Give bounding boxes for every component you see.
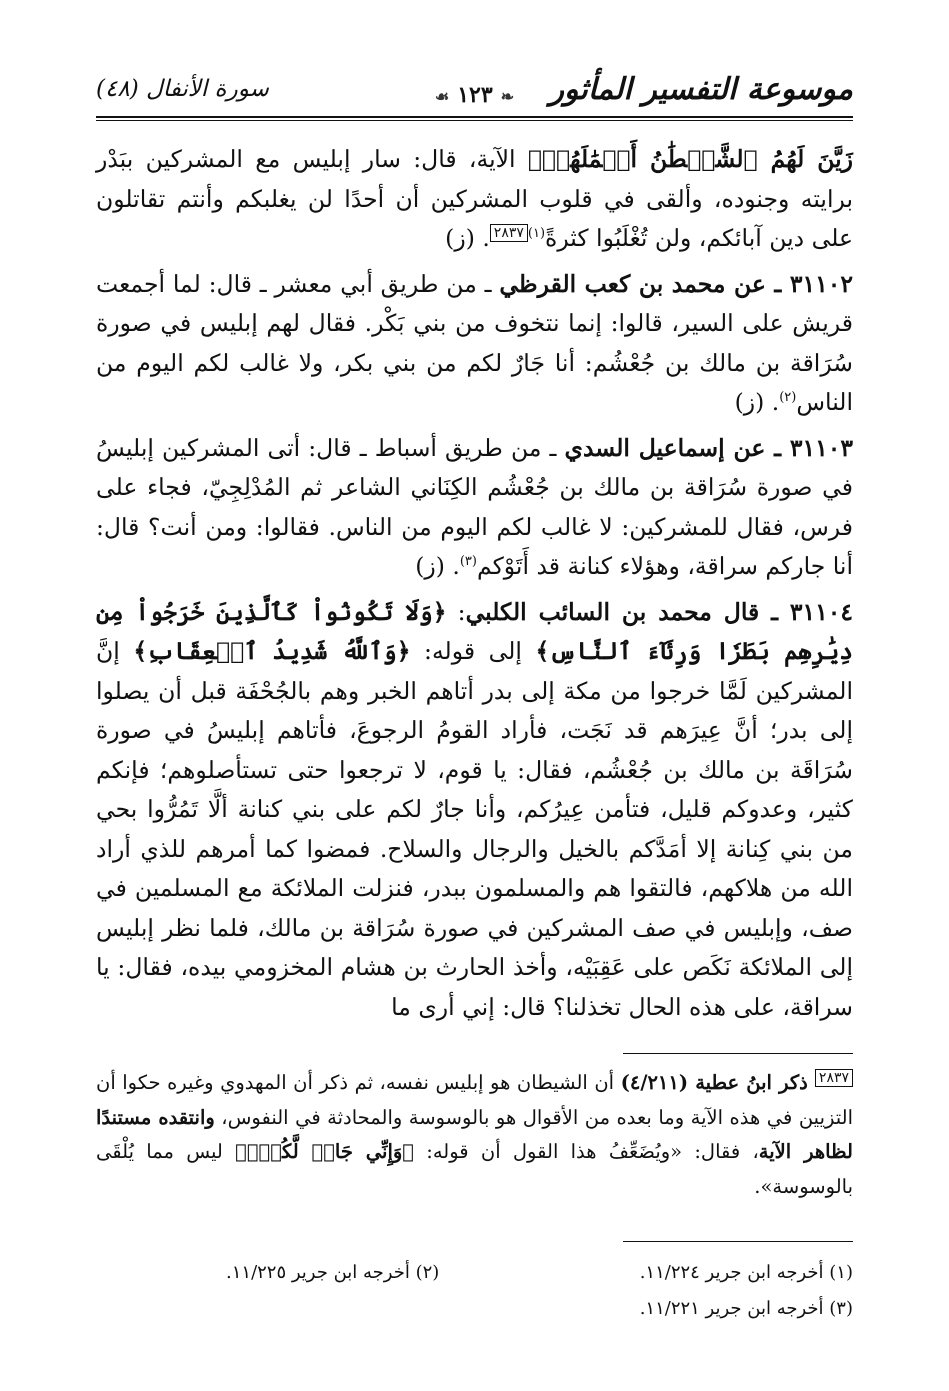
narration-heading: ٣١١٠٤ ـ قال محمد بن السائب الكلبي: [465, 597, 854, 626]
ornament-icon: ❧: [500, 87, 515, 106]
text-run: ، فقال: «ويُضَعِّفُ هذا القول أن قوله:: [414, 1140, 759, 1163]
ornament-icon: ☙: [434, 87, 450, 106]
header-rule-thin: [96, 120, 853, 121]
text-run: . (ز): [445, 224, 490, 252]
paragraph: [96, 265, 853, 423]
editor-note-marker: ٢٨٣٧: [490, 224, 528, 242]
book-title: موسوعة التفسير المأثور: [549, 72, 853, 107]
narration-heading: ٣١١٠٣ ـ عن إسماعيل السدي: [564, 433, 853, 462]
text-run: إلى قوله:: [410, 637, 536, 665]
text-run: ليس مما يُلْقَى بالوسوسة».: [96, 1140, 853, 1198]
text-run: . (ز): [415, 552, 460, 580]
footnote-separator: [623, 1241, 853, 1242]
page-number: ١٢٣: [457, 82, 493, 108]
footnote-1: (١) أخرجه ابن جرير ١١/٢٢٤.: [639, 1262, 853, 1283]
footnote-3: (٣) أخرجه ابن جرير ١١/٢٢١.: [639, 1298, 853, 1319]
surah-title: سورة الأنفال (٤٨): [96, 76, 269, 102]
editor-note-separator: [623, 1053, 853, 1054]
quran-verse: ﴿وَإِنِّي جَارٞ لَّكُمۡۖ﴾: [235, 1140, 414, 1163]
paragraph: [96, 140, 853, 259]
text-run: ـ من طريق أسباط ـ قال: أتى المشركين إبليسُ في صورة سُرَاقة بن مالك بن جُعْشُم الكِنَاني الشاعر ثم المُدْلِجِيّ، فجاء على فرس، فقال للمشركين: لا غالب لكم اليوم من الناس. فقالوا: ومن أنت؟ قال: أنا جاركم سراقة، وهؤلاء كنانة قد أَتَوْكم: [96, 433, 853, 580]
text-run: ـ من طريق أبي معشر ـ قال: لما أجمعت قريش على السير، قالوا: إنما نتخوف من بني بَكْر. فقال لهم إبليس في صورة سُرَاقة بن مالك بن جُعْشُم: أنا جَارٌ لكم من بني بكر، ولا غالب لكم اليوم من الناس: [96, 269, 853, 416]
footnote-2: (٢) أخرجه ابن جرير ١١/٢٢٥.: [226, 1262, 440, 1283]
paragraph: [96, 429, 853, 587]
paragraph: [96, 593, 853, 1028]
quran-verse: ﴿وَٱللَّهُ شَدِيدُ ٱلۡعِقَابِ﴾: [133, 637, 411, 665]
editor-note: [96, 1066, 853, 1204]
text-run-bold: وانتقده مستندًا لظاهر الآية: [96, 1105, 853, 1163]
quran-verse: زَيَّنَ لَهُمُ ٱلشَّيۡطَٰنُ أَعۡمَٰلَهُمۡ﴾: [527, 145, 853, 173]
text-run: أن الشيطان هو إبليس نفسه، ثم ذكر أن المهدوي وغيره حكوا أن التزيين في هذه الآية وما بعده من الأقوال هو بالوسوسة والمحادثة في النفوس،: [96, 1071, 853, 1129]
text-run-bold: ذكر ابنُ عطية (٤/٢١١): [620, 1071, 815, 1094]
main-text: [96, 140, 853, 1033]
text-run: إنَّ المشركين لَمَّا خرجوا من مكة إلى بدر أتاهم الخبر وهم بالجُحْفَة قبل أن يصلوا إلى بدر؛ أنَّ عِيرَهم قد نَجَت، فأراد القومُ الرجوعَ، فأتاهم إبليسُ في صورة سُرَاقَة بن مالك بن جُعْشُم، فقال: يا قوم، لا ترجعوا حتى تستأصلوهم؛ فإنكم كثير، وعدوكم قليل، فتأمن عِيرُكم، وأنا جارٌ لكم على بني كنانة ألَّا تَمُرُّوا بحي من بني كِنانة إلا أمَدَّكم بالخيل والرجال والسلاح. فمضوا كما أمرهم للذي أراد الله من هلاكهم، فالتقوا هم والمسلمون ببدر، فنزلت الملائكة مع المسلمين في صف، وإبليس في صف المشركين في صورة سُرَاقة بن مالك، فلما نظر إبليس إلى الملائكة نَكَص على عَقِبَيْه، وأخذ الحارث بن هشام المخزومي بيده، فقال: يا سراقة، على هذه الحال تخذلنا؟ قال: إني أرى ما: [96, 637, 853, 1021]
header-rule: [96, 116, 853, 118]
narration-heading: ٣١١٠٢ ـ عن محمد بن كعب القرظي: [499, 269, 853, 298]
running-header: [96, 66, 853, 116]
editor-note-marker: ٢٨٣٧: [815, 1069, 853, 1087]
text-run: الآية، قال: سار إبليس مع المشركين ببَدْر برايته وجنوده، وألقى في قلوب المشركين أن أحدًا لن يغلبكم وأنتم تقاتلون على دين آبائكم، ولن تُغْلَبُوا كثرةً: [96, 145, 853, 252]
footnote-ref: (٢): [779, 390, 797, 406]
footnote-ref: (٣): [459, 554, 477, 570]
text-run: . (ز): [734, 388, 780, 416]
quran-verse: ﴿وَلَا تَكُونُواْ كَٱلَّذِينَ خَرَجُواْ مِن دِيَٰرِهِم بَطَرٗا وَرِئَآءَ ٱلنَّاسِ﴾: [96, 597, 853, 665]
text-run: :: [446, 597, 466, 626]
footnote-ref: (١): [527, 226, 546, 242]
